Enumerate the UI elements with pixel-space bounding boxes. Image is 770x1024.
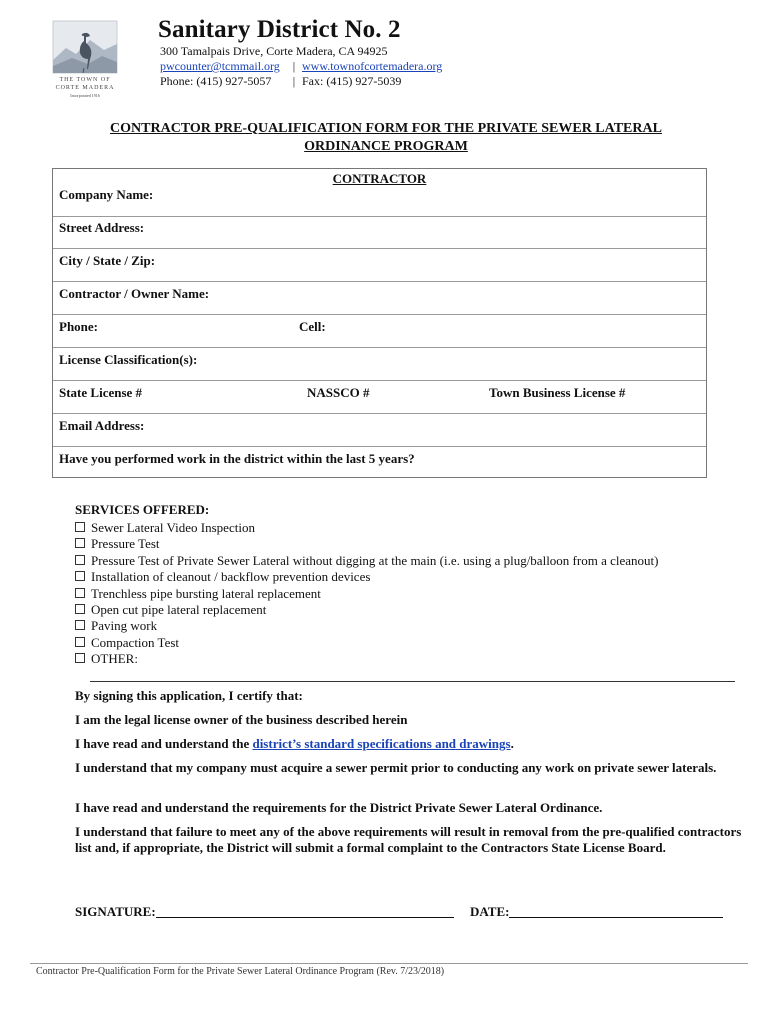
service-item[interactable]: Trenchless pipe bursting lateral replacement (75, 586, 658, 602)
email-row[interactable] (53, 414, 706, 447)
service-item[interactable]: Pressure Test of Private Sewer Lateral without digging at the main (i.e. using a plug/balloon from a cleanout) (75, 553, 658, 569)
phone-label: Phone: (59, 319, 98, 334)
cert-line-3: I understand that my company must acquire a sewer permit prior to conducting any work on private sewer laterals. (75, 760, 717, 775)
performed-work-row[interactable] (53, 447, 706, 479)
service-item-other[interactable]: OTHER: (75, 651, 658, 667)
checkbox[interactable] (75, 555, 85, 565)
company-name-row[interactable] (53, 183, 706, 217)
checkbox[interactable] (75, 522, 85, 532)
org-phone: Phone: (415) 927-5057 (160, 74, 272, 88)
logo-text: THE TOWN OF CORTE MADERA Incorporated 1916 (55, 77, 115, 98)
standards-link[interactable]: district’s standard specifications and drawings (252, 736, 511, 751)
checkbox[interactable] (75, 653, 85, 663)
service-item[interactable]: Sewer Lateral Video Inspection (75, 520, 658, 536)
cell-label: Cell: (299, 319, 326, 334)
license-numbers-row[interactable] (53, 381, 706, 414)
town-logo (52, 20, 118, 106)
org-address: 300 Tamalpais Drive, Corte Madera, CA 94925 (160, 44, 388, 58)
email-link[interactable]: pwcounter@tcmmail.org (160, 59, 280, 73)
form-title: CONTRACTOR PRE-QUALIFICATION FORM FOR THE PRIVATE SEWER LATERAL ORDINANCE PROGRAM (110, 121, 662, 154)
other-fill-line[interactable] (90, 681, 735, 682)
license-class-label: License Classification(s): (59, 352, 198, 367)
org-fax: Fax: (415) 927-5039 (302, 74, 402, 88)
services-list (75, 520, 658, 668)
performed-work-label: Have you performed work in the district within the last 5 years? (59, 451, 415, 466)
owner-name-label: Contractor / Owner Name: (59, 286, 210, 301)
checkbox[interactable] (75, 604, 85, 614)
signature-line[interactable] (156, 905, 454, 918)
org-contact (160, 44, 443, 89)
org-title: Sanitary District No. 2 (158, 16, 401, 43)
services-heading: SERVICES OFFERED: (75, 502, 210, 517)
separator: | (292, 59, 296, 73)
signature-label: SIGNATURE: (75, 904, 156, 919)
license-class-row[interactable] (53, 348, 706, 381)
footer-divider (30, 963, 748, 964)
date-field[interactable] (470, 904, 723, 920)
checkbox[interactable] (75, 620, 85, 630)
phone-row[interactable] (53, 315, 706, 348)
owner-name-row[interactable] (53, 282, 706, 315)
email-label: Email Address: (59, 418, 145, 433)
checkbox[interactable] (75, 571, 85, 581)
service-item[interactable]: Installation of cleanout / backflow prevention devices (75, 569, 658, 585)
cert-line-1: I am the legal license owner of the business described herein (75, 712, 408, 727)
service-item[interactable]: Compaction Test (75, 635, 658, 651)
state-license-label: State License # (59, 385, 143, 400)
nassco-label: NASSCO # (307, 385, 370, 400)
service-item[interactable]: Paving work (75, 618, 658, 634)
city-state-zip-label: City / State / Zip: (59, 253, 156, 268)
service-item[interactable]: Open cut pipe lateral replacement (75, 602, 658, 618)
date-label: DATE: (470, 904, 510, 919)
website-link[interactable]: www.townofcortemadera.org (302, 59, 443, 73)
separator: | (292, 74, 296, 88)
town-license-label: Town Business License # (489, 385, 626, 400)
street-address-row[interactable] (53, 216, 706, 249)
date-line[interactable] (509, 905, 723, 918)
service-item[interactable]: Pressure Test (75, 536, 658, 552)
contractor-section (52, 168, 707, 478)
cert-line-4: I have read and understand the requirements for the District Private Sewer Lateral Ordinance. (75, 800, 603, 815)
checkbox[interactable] (75, 538, 85, 548)
street-address-label: Street Address: (59, 220, 145, 235)
contractor-heading: CONTRACTOR (332, 171, 427, 186)
cert-line-2: I have read and understand the district’s standard specifications and drawings. (75, 736, 514, 751)
cert-intro: By signing this application, I certify that: (75, 688, 303, 703)
checkbox[interactable] (75, 637, 85, 647)
signature-field[interactable] (75, 904, 454, 920)
city-state-zip-row[interactable] (53, 249, 706, 282)
cert-line-5: I understand that failure to meet any of the above requirements will result in removal from the pre-qualified contractors list and, if appropriate, the District will submit a formal complaint to the Contractors State License Board. (75, 824, 742, 855)
company-name-label: Company Name: (59, 187, 154, 202)
checkbox[interactable] (75, 588, 85, 598)
footer-text: Contractor Pre-Qualification Form for the Private Sewer Lateral Ordinance Program (Rev. 7/23/2018) (36, 966, 445, 977)
